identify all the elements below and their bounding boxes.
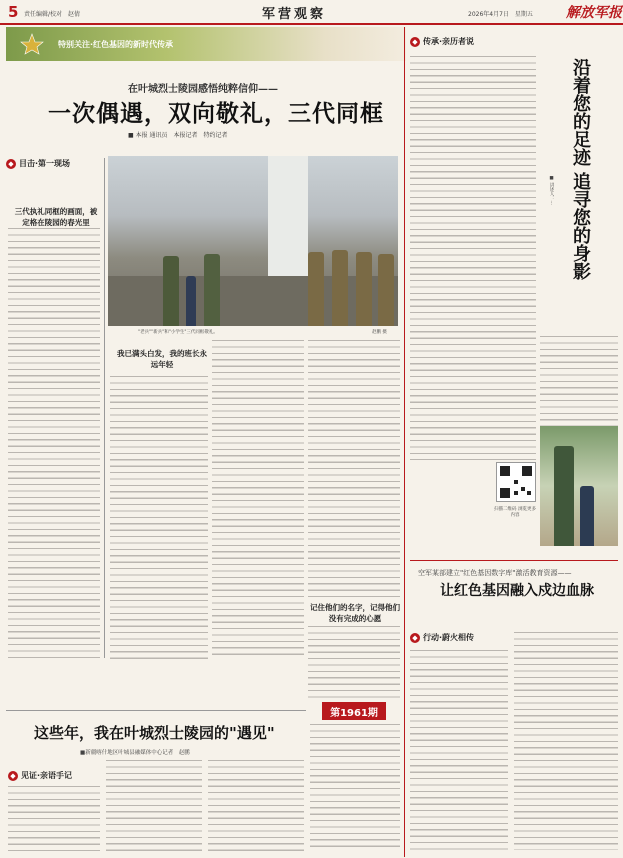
bottom-right-kicker: 空军某部建立"红色基因数字库"激活教育资源——: [418, 569, 572, 577]
left-body-text: [8, 228, 100, 660]
right-bottom-text-1: [410, 650, 508, 850]
section-tag-witness-right: ◆ 传承·亲历者说: [410, 36, 474, 47]
section-tag-witness: ◆ 目击·第一现场: [6, 158, 70, 169]
newspaper-logo: 解放军报: [566, 5, 622, 21]
mid-body-text-1: [110, 376, 208, 660]
header-rule: [0, 23, 623, 25]
left-subhead: 三代执礼同框的画面，被定格在陵园的春光里: [14, 207, 98, 227]
main-photo: [108, 156, 398, 326]
page-number: 5: [8, 3, 19, 21]
headline-kicker: 在叶城烈士陵园感悟纯粹信仰——: [128, 84, 278, 95]
bottom-headline: 这些年，我在叶城烈士陵园的"遇见": [34, 724, 275, 742]
right-bottom-text-2: [514, 632, 618, 850]
bottom-text-4: [310, 724, 400, 852]
page-meta: 责任编辑/校对 赵倩: [24, 11, 81, 18]
torch-icon: ◆: [410, 633, 420, 643]
right-section-rule: [410, 560, 618, 561]
bottom-rule: [6, 710, 306, 711]
bottom-byline: ■新疆喀什地区叶城县融媒体中心记者 赵鹏: [80, 750, 190, 756]
bottom-right-headline: 让红色基因融入戍边血脉: [440, 583, 594, 599]
flag-icon: ◆: [410, 37, 420, 47]
mid-body-text-4: [308, 626, 400, 700]
mid-body-text-2: [212, 340, 304, 660]
bottom-text-1: [8, 786, 100, 852]
bottom-text-2: [106, 760, 202, 852]
right-side-note: ■ 讲述人：…: [549, 176, 554, 205]
monument: [268, 156, 308, 276]
pen-icon: ◆: [8, 771, 18, 781]
main-headline: 一次偶遇，双向敬礼，三代同框: [48, 100, 384, 127]
mid-subhead-2: 记住他们的名字，记得他们没有完成的心愿: [310, 603, 400, 623]
bottom-text-3: [208, 760, 304, 852]
megaphone-icon: ◆: [6, 159, 16, 169]
byline: ■ 本报 通讯员 本报记者 特约记者: [128, 132, 228, 139]
star-emblem-icon: [20, 33, 44, 55]
page-header: [0, 0, 623, 24]
mid-body-text-3: [308, 340, 400, 598]
photo-credit: 赵鹏 摄: [372, 330, 387, 335]
right-feature-title: 沿着您的足迹 追寻您的身影: [570, 58, 591, 281]
photo-caption: "老兵""新兵"和"小学生"三代同框敬礼。: [138, 330, 218, 335]
right-photo: [540, 426, 618, 546]
issue-badge: 第1961期: [322, 702, 386, 720]
qr-caption: 扫描二维码 浏览更多内容: [494, 507, 536, 518]
column-divider: [104, 158, 105, 658]
banner-title: 特别关注·红色基因的新时代传承: [58, 40, 174, 49]
section-title: 军营观察: [262, 7, 327, 22]
qr-code-icon[interactable]: [496, 462, 536, 502]
right-column-divider: [404, 27, 405, 857]
mid-subhead: 我已满头白发，我的班长永远年轻: [117, 349, 207, 369]
section-tag-testimony: ◆ 见证·亲语手记: [8, 770, 72, 781]
right-body-text: [410, 56, 536, 460]
section-tag-action: ◆ 行动·蔚火相传: [410, 632, 474, 643]
issue-date: 2026年4月7日 星期五: [468, 11, 533, 18]
